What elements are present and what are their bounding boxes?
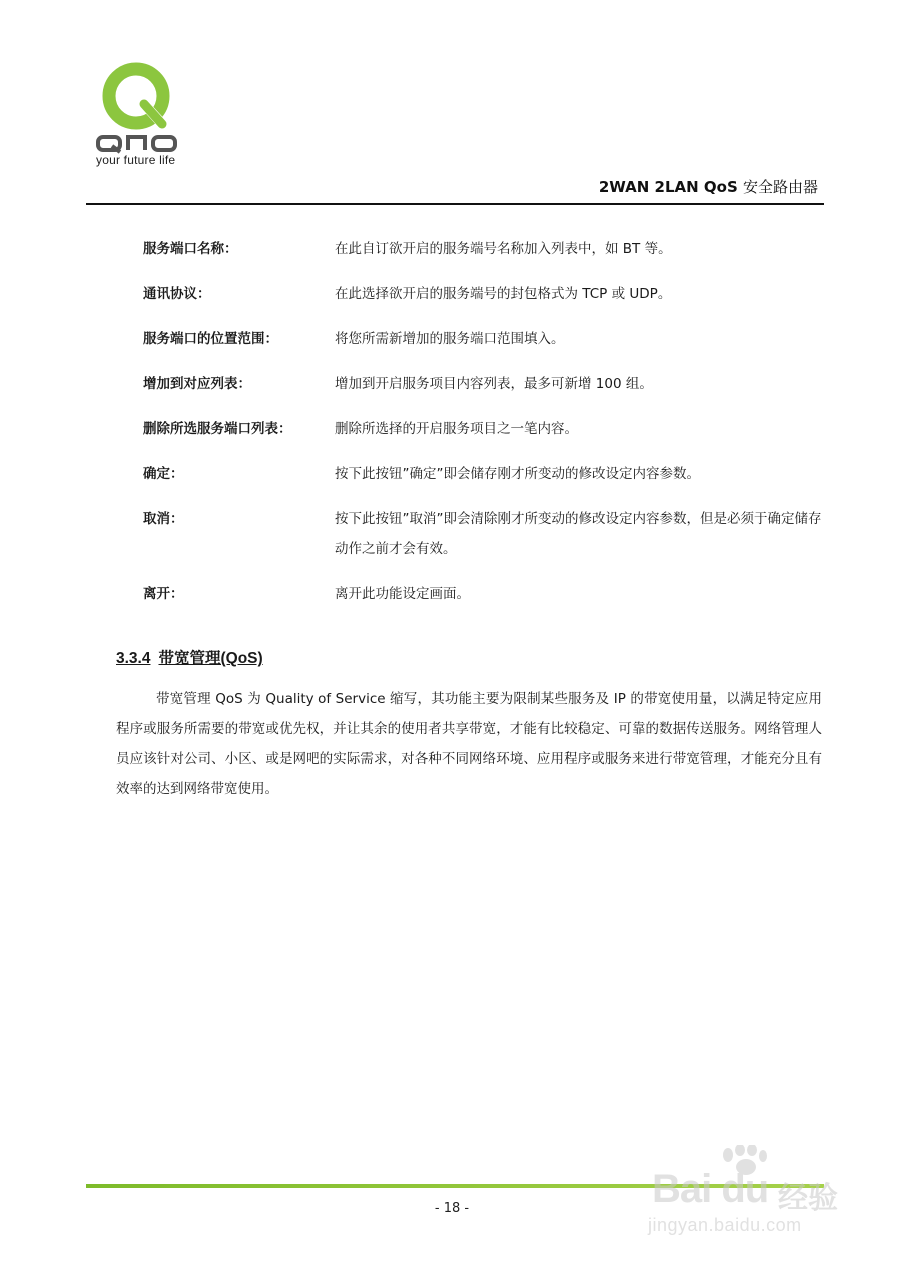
definition-row <box>143 418 833 444</box>
definition-desc: 增加到开启服务项目内容列表，最多可新增 100 组。 <box>335 376 653 392</box>
definition-list <box>143 238 833 628</box>
definition-row <box>143 238 833 264</box>
definition-term: 确定： <box>143 466 184 482</box>
definition-desc: 按下此按钮”取消”即会清除刚才所变动的修改设定内容参数，但是必须于确定储存动作之前才会有效。 <box>335 511 822 557</box>
definition-term: 服务端口的位置范围： <box>143 331 278 347</box>
watermark-cn: 经验 <box>778 1181 838 1216</box>
definition-row <box>143 328 833 354</box>
section-paragraph: 带宽管理 QoS 为 Quality of Service 缩写，其功能主要为限制某些服务及 IP 的带宽使用量，以满足特定应用程序或服务所需要的带宽或优先权，并让其余的使用者共享带宽，才能有比较稳定、可靠的数据传送服务。网络管理人员应该针对公司、小区、或是网吧的实际需求，对各种不同网络环境、应用程序或服务来进行带宽管理，才能充分且有效率的达到网络带宽使用。 <box>116 691 822 797</box>
page-number: - 18 - <box>434 1201 470 1216</box>
definition-term: 通讯协议： <box>143 286 211 302</box>
definition-row <box>143 583 833 609</box>
header-title-latin: 2WAN 2LAN QoS <box>598 178 743 196</box>
baidu-jingyan-watermark <box>640 1145 860 1255</box>
definition-desc: 删除所选择的开启服务项目之一笔内容。 <box>335 421 578 437</box>
definition-term: 取消： <box>143 511 184 527</box>
definition-row <box>143 283 833 309</box>
header-divider <box>86 203 824 205</box>
definition-desc: 离开此功能设定画面。 <box>335 586 470 602</box>
definition-row <box>143 508 833 564</box>
section-number: 3.3.4 <box>116 650 151 667</box>
header-title-cn: 安全路由器 <box>742 178 818 196</box>
definition-desc: 在此自订欲开启的服务端号名称加入列表中，如 BT 等。 <box>335 241 672 257</box>
definition-desc: 将您所需新增加的服务端口范围填入。 <box>335 331 565 347</box>
definition-term: 服务端口名称： <box>143 241 238 257</box>
definition-desc: 按下此按钮”确定”即会储存刚才所变动的修改设定内容参数。 <box>335 466 700 482</box>
document-header-title <box>599 176 818 197</box>
definition-row <box>143 373 833 399</box>
definition-desc: 在此选择欲开启的服务端号的封包格式为 TCP 或 UDP。 <box>335 286 672 302</box>
section-heading <box>116 646 263 668</box>
section-title: 带宽管理(QoS) <box>158 650 263 667</box>
definition-row <box>143 463 833 489</box>
watermark-brand: Bai du <box>652 1167 769 1211</box>
definition-term: 增加到对应列表： <box>143 376 251 392</box>
logo-tagline: your future life <box>96 153 176 167</box>
definition-term: 删除所选服务端口列表： <box>143 421 292 437</box>
definition-term: 离开： <box>143 586 184 602</box>
watermark-url: jingyan.baidu.com <box>648 1215 802 1235</box>
